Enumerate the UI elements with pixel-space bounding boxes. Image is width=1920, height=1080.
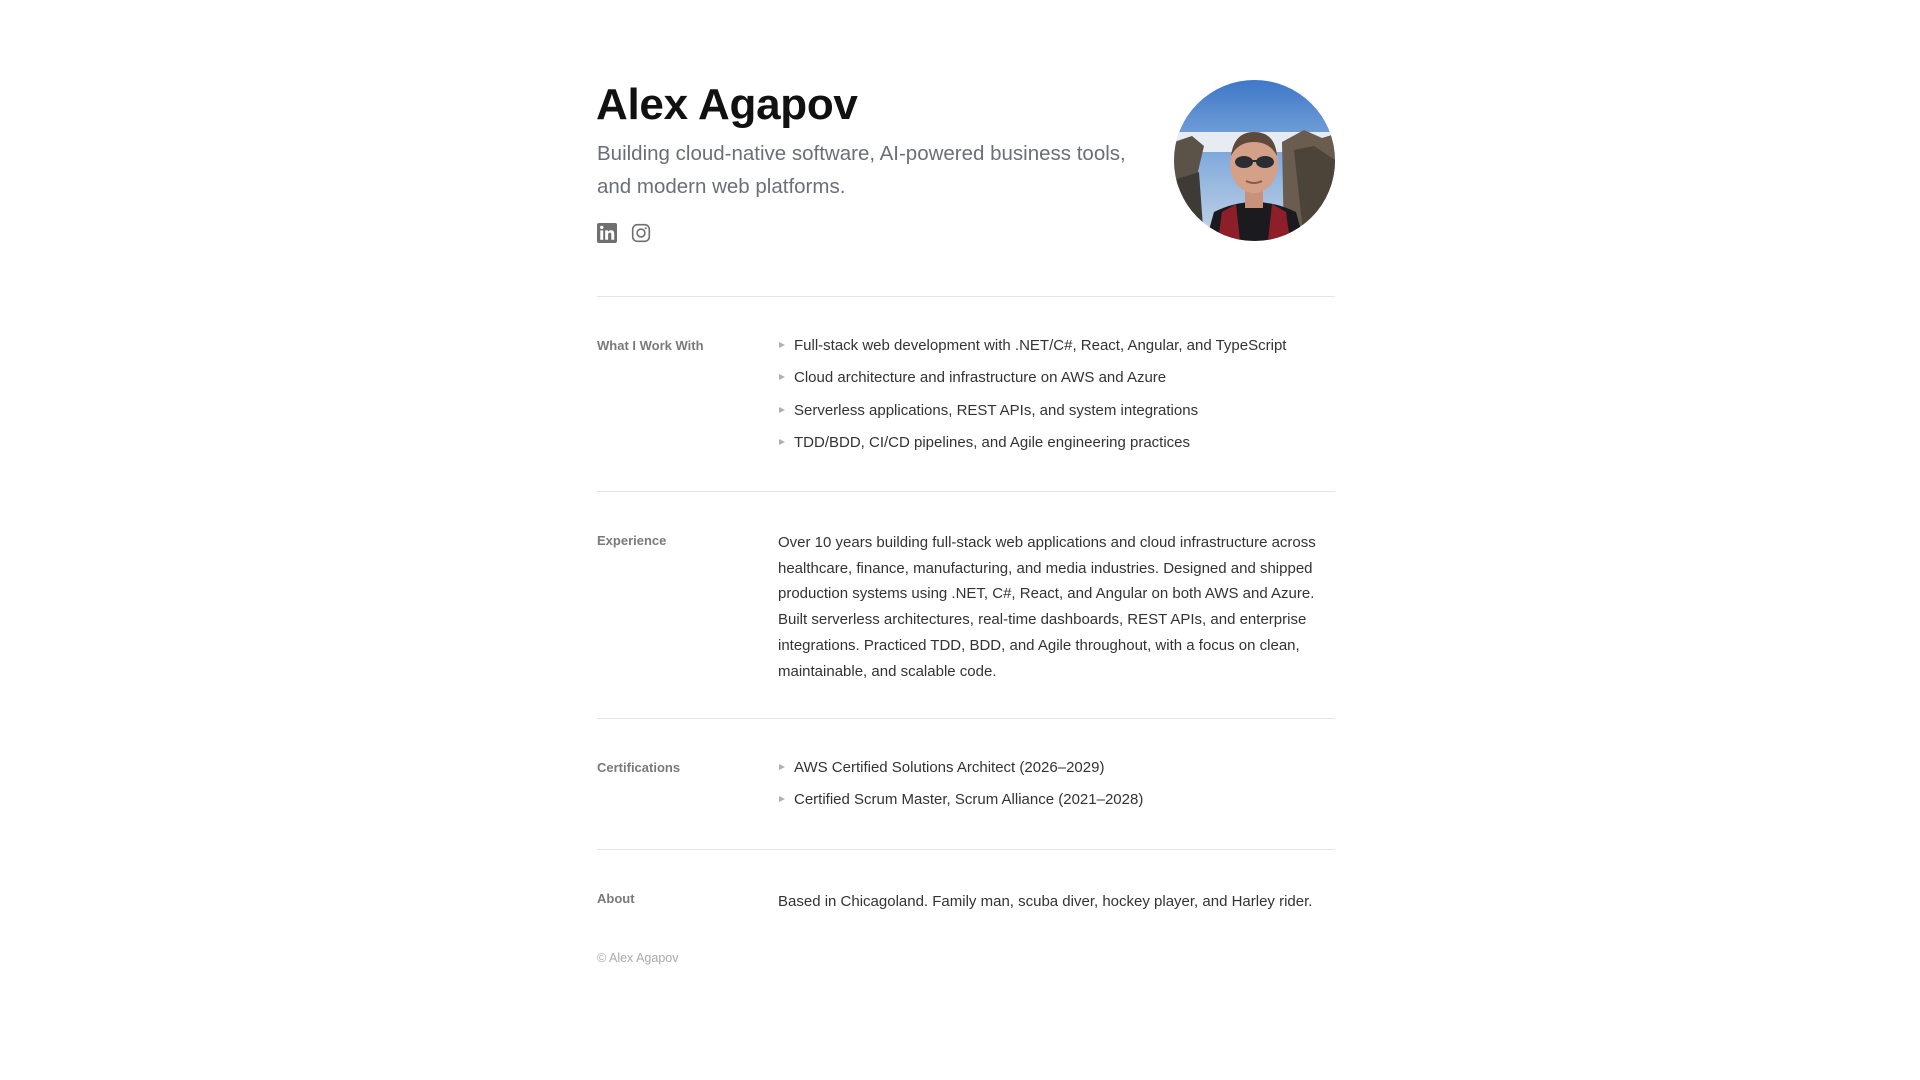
section-body <box>778 719 1335 849</box>
skills-list <box>778 336 1335 453</box>
section-skills <box>597 296 1335 491</box>
resume-page <box>597 80 1335 965</box>
section-label: Experience <box>597 533 667 548</box>
profile-photo <box>1174 80 1335 241</box>
linkedin-icon <box>597 223 617 243</box>
list-item: Full-stack web development with .NET/C#, React, Angular, and TypeScript <box>778 336 1335 356</box>
section-experience <box>597 491 1335 718</box>
list-item: Serverless applications, REST APIs, and system integrations <box>778 401 1335 421</box>
section-body <box>778 297 1335 491</box>
section-label: What I Work With <box>597 338 704 353</box>
profile-header <box>597 80 1335 296</box>
footer-copyright: © Alex Agapov <box>597 951 679 965</box>
section-label: Certifications <box>597 760 681 775</box>
section-about <box>597 849 1335 951</box>
instagram-link[interactable] <box>631 223 651 243</box>
about-text: Based in Chicagoland. Family man, scuba diver, hockey player, and Harley rider. <box>778 893 1313 910</box>
section-certifications <box>597 718 1335 849</box>
instagram-icon <box>631 223 651 243</box>
list-item: Cloud architecture and infrastructure on AWS and Azure <box>778 368 1335 388</box>
section-label: About <box>597 891 635 906</box>
list-item: AWS Certified Solutions Architect (2026–2029) <box>778 758 1335 778</box>
linkedin-link[interactable] <box>597 223 617 243</box>
experience-text: Over 10 years building full-stack web applications and cloud infrastructure across healthcare, finance, manufacturing, and media industries. Designed and shipped production systems using .NET, C#, React, and Angular on both AWS and Azure. Built serverless architectures, real-time dashboards, REST APIs, and enterprise integrations. Practiced TDD, BDD, and Agile throughout, with a focus on clean, maintainable, and scalable code. <box>778 534 1316 680</box>
profile-tagline: Building cloud-native software, AI-powered business tools, and modern web platforms. <box>597 142 1126 198</box>
section-body <box>778 850 1335 951</box>
social-links <box>597 223 651 243</box>
list-item: Certified Scrum Master, Scrum Alliance (2021–2028) <box>778 790 1335 810</box>
list-item: TDD/BDD, CI/CD pipelines, and Agile engineering practices <box>778 433 1335 453</box>
section-body <box>778 492 1335 718</box>
profile-name: Alex Agapov <box>596 80 858 129</box>
certifications-list <box>778 758 1335 810</box>
